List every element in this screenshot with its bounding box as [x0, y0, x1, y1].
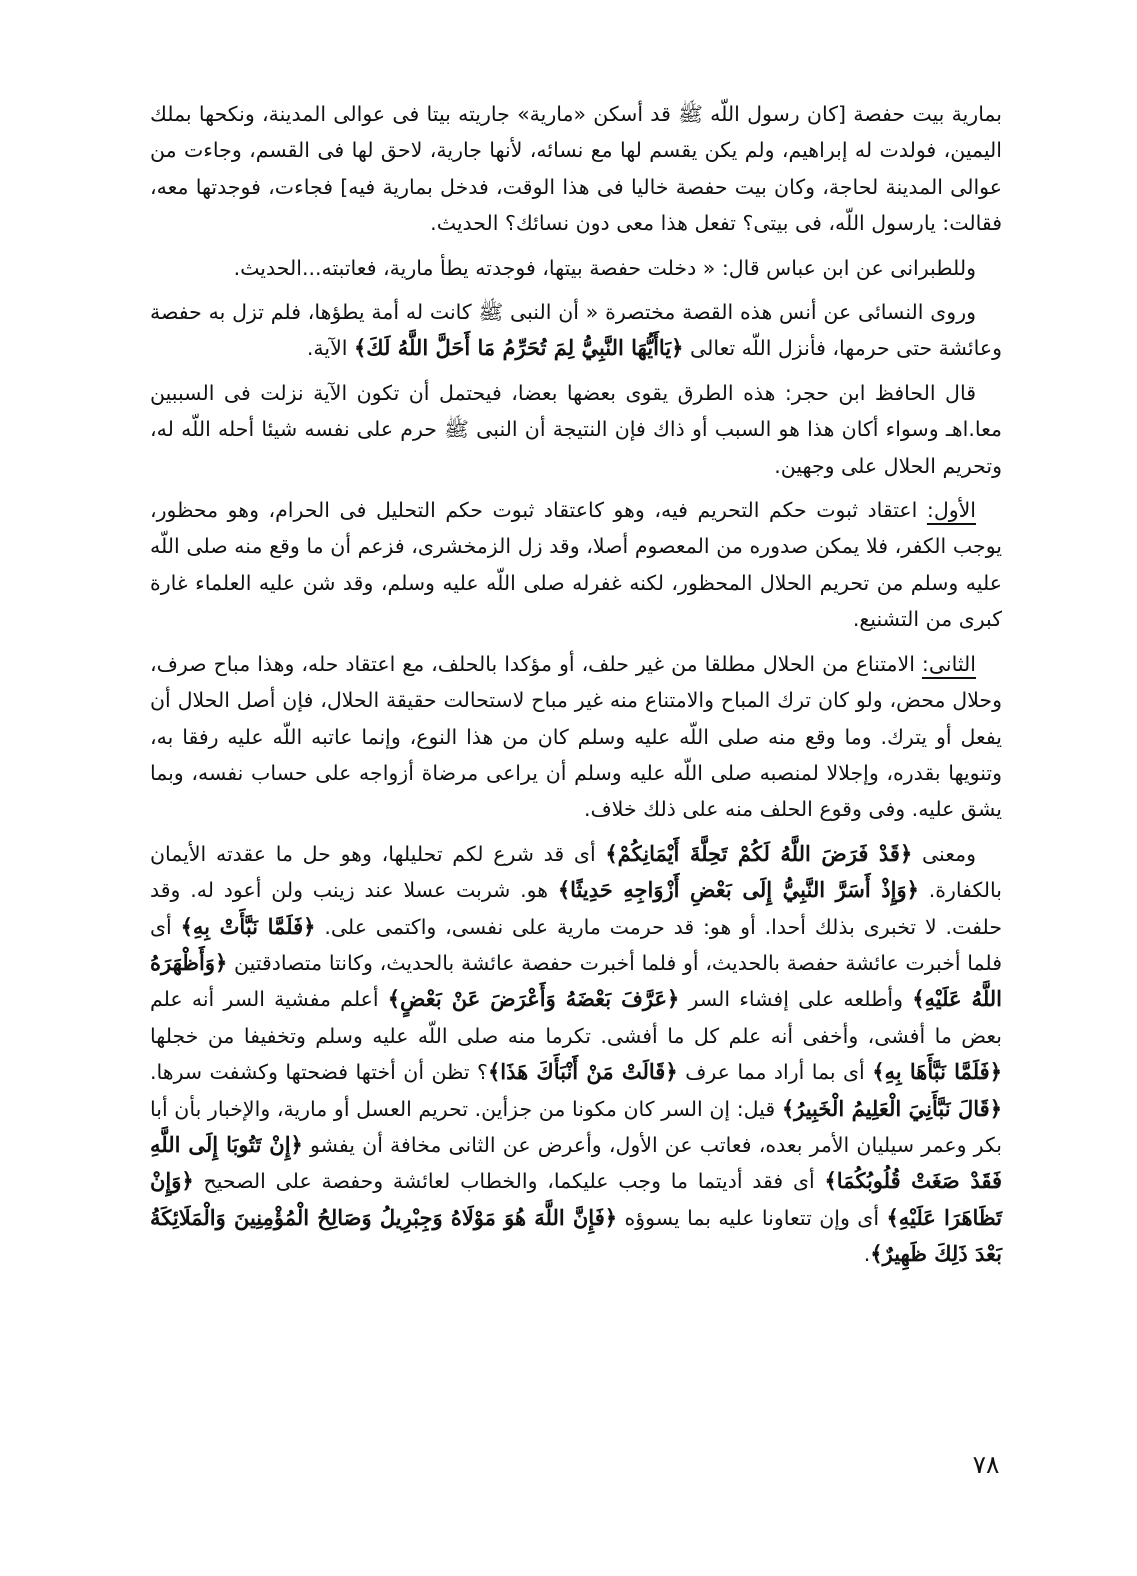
- paragraph-text: بمارية بيت حفصة [كان رسول اللّه ﷺ قد أسكن «مارية» جاريته بيتا فى عوالى المدينة، ونكحها بملك اليمين، فولدت له إبراهيم، ولم يكن يقسم لها مع نسائه، لأنها جارية، لاحق لها فى القسم، وجاءت من عوالى المدينة لحاجة، وكان بيت حفصة خاليا فى هذا الوقت، فدخل بمارية فيه] فجاءت، فوجدتها معه، فقالت: يارسول اللّه، فى بيتى؟ تفعل هذا معى دون نسائك؟ الحديث.: [150, 102, 1002, 236]
- paragraph-text: أى فقد أديتما ما وجب عليكما، والخطاب لعائشة وحفصة على الصحيح: [193, 1169, 825, 1194]
- paragraph-2: [150, 250, 1002, 286]
- quran-verse: ﴿إِنْ تَتُوبَا إِلَى اللَّهِ فَقَدْ صَغَتْ قُلُوبُكُمَا﴾: [150, 1131, 1003, 1194]
- paragraph-5: [150, 492, 1002, 638]
- paragraph-text: أى وإن تتعاونا عليه بما يسوؤه: [617, 1205, 887, 1230]
- paragraph-text: الامتناع من الحلال مطلقا من غير حلف، أو مؤكدا بالحلف، مع اعتقاد حله، وهذا مباح صرف، وحلال محض، ولو كان ترك المباح والامتناع منه غير مباح لاستحالت حقيقة الحلال، فإن أصل الحلال أن يفعل أو يترك. وما وقع منه صلى اللّه عليه وسلم كان من هذا النوع، وإنما عاتبه اللّه عليه رفقا به، وتنويها بقدره، وإجلالا لمنصبه صلى اللّه عليه وسلم أن يراعى مرضاة أزواجه على حساب نفسه، وبما يشق عليه. وفى وقوع الحلف منه على ذلك خلاف.: [150, 651, 1002, 822]
- paragraph-text: ومعنى: [912, 841, 977, 866]
- paragraph-text: أى بما أراد مما عرف: [677, 1060, 873, 1085]
- quran-verse: ﴿وَأَظْهَرَهُ اللَّهُ عَلَيْهِ﴾: [150, 949, 1003, 1012]
- section-label-first: الأول:: [926, 498, 976, 523]
- quran-verse: ﴿قَدْ فَرَضَ اللَّهُ لَكُمْ تَحِلَّةَ أَيْمَانِكُمْ﴾: [605, 840, 913, 866]
- paragraph-3: [150, 294, 1002, 367]
- paragraph-text: ؟ تظن أن أختها فضحتها وكشفت سرها.: [150, 1060, 488, 1085]
- page-number: ٧٨: [972, 1450, 1000, 1479]
- quran-verse: ﴿فَلَمَّا نَبَّأَتْ بِهِ﴾: [180, 913, 316, 939]
- page-body: [150, 96, 1002, 1281]
- paragraph-text: أى قد شرع لكم تحليلها، وهو حل ما عقدته الأيمان بالكفارة.: [150, 841, 1002, 903]
- quran-verse: ﴿وَإِنْ تَظَاهَرَا عَلَيْهِ﴾: [150, 1168, 1003, 1230]
- paragraph-text: وأطلعه على إفشاء السر: [679, 987, 913, 1012]
- paragraph-text: قيل: إن السر كان مكونا من جزأين. تحريم العسل أو مارية، والإخبار بأن أبا بكر وعمر سيليان الأمر بعده، فعاتب عن الأول، وأعرض عن الثانى مخافة أن يفشو: [150, 1096, 1002, 1157]
- paragraph-text: أى فلما أخبرت عائشة حفصة بالحديث، أو فلما أخبرت حفصة عائشة بالحديث، وكانتا متصادقتين: [150, 914, 1002, 975]
- paragraph-text: .: [863, 1242, 871, 1267]
- paragraph-1: [150, 96, 1002, 242]
- quran-verse: ﴿وَإِذْ أَسَرَّ النَّبِيُّ إِلَى بَعْضِ أَزْوَاجِهِ حَدِيثًا﴾: [557, 877, 919, 903]
- paragraph-text: اعتقاد ثبوت حكم التحريم فيه، وهو كاعتقاد ثبوت حكم التحليل فى الحرام، وهو محظور، يوجب الكفر، فلا يمكن صدوره من المعصوم أصلا، وقد زل الزمخشرى، فزعم أن ما وقع منه صلى اللّه عليه وسلم من تحريم الحلال المحظور، لكنه غفرله صلى اللّه عليه وسلم، وقد شن عليه العلماء غارة كبرى من التشنيع.: [150, 498, 1002, 632]
- quran-verse: ﴿قَالَتْ مَنْ أَنْبَأَكَ هَذَا﴾: [487, 1059, 678, 1085]
- quran-verse: ﴿يَاأَيُّهَا النَّبِيُّ لِمَ تُحَرِّمُ مَا أَحَلَّ اللَّهُ لَكَ﴾: [354, 335, 684, 361]
- paragraph-text: قال الحافظ ابن حجر: هذه الطرق يقوى بعضها بعضا، فيحتمل أن تكون الآية نزلت فى السببين معا.اهـ وسواء أكان هذا هو السبب أو ذاك فإن النتيجة أن النبى ﷺ حرم على نفسه شيئا أحله اللّه له، وتحريم الحلال على وجهين.: [150, 380, 1002, 478]
- paragraph-4: [150, 375, 1002, 484]
- section-label-second: الثانى:: [921, 651, 976, 676]
- quran-verse: ﴿قَالَ نَبَّأَنِيَ الْعَلِيمُ الْخَبِيرُ﴾: [781, 1095, 1003, 1121]
- paragraph-7: [150, 836, 1002, 1273]
- paragraph-6: [150, 646, 1002, 828]
- paragraph-text: وللطبرانى عن ابن عباس قال: « دخلت حفصة بيتها، فوجدته يطأ مارية، فعاتبته...الحديث.: [233, 255, 976, 280]
- paragraph-text: الآية.: [306, 336, 354, 361]
- paragraph-text: هو. شربت عسلا عند زينب ولن أعود له. وقد حلفت. لا تخبرى بذلك أحدا. أو هو: قد حرمت مارية على نفسى، واكتمى على.: [150, 878, 1003, 939]
- quran-verse: ﴿عَرَّفَ بَعْضَهُ وَأَعْرَضَ عَنْ بَعْضٍ﴾: [387, 986, 680, 1012]
- quran-verse: ﴿فَلَمَّا نَبَّأَهَا بِهِ﴾: [872, 1059, 1002, 1085]
- paragraph-text: وروى النسائى عن أنس هذه القصة مختصرة « أن النبى ﷺ كانت له أمة يطؤها، فلم تزل به حفصة وعائشة حتى حرمها، فأنزل اللّه تعالى: [150, 300, 1002, 361]
- quran-verse: ﴿فَإِنَّ اللَّهَ هُوَ مَوْلَاهُ وَجِبْرِيلُ وَصَالِحُ الْمُؤْمِنِينَ وَالْمَلَائِكَةُ بَعْدَ ذَلِكَ ظَهِيرٌ﴾: [150, 1204, 1002, 1267]
- paragraph-text: أعلم مفشية السر أنه علم بعض ما أفشى، وأخفى أنه علم كل ما أفشى. تكرما منه صلى اللّه عليه وسلم وتخفيفا من خجلها: [150, 987, 1002, 1048]
